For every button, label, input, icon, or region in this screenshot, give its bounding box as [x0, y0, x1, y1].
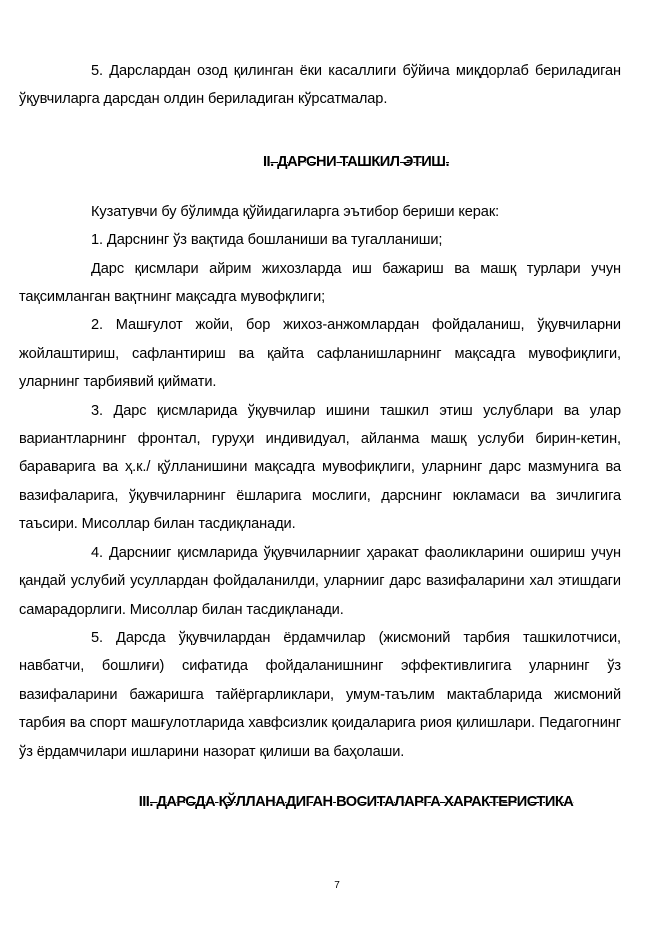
list-item-4: 4. Дарснииг қисмларида ўқувчиларнииг ҳаракат фаоликларини ошириш учун қандай услубий усуллардан фойдаланилди, уларнииг дарс вазифаларини хал этишдаги самарадорлиги. Мисоллар билан тасдиқланади. [19, 544, 621, 618]
page-body [19, 57, 621, 812]
observer-note: Кузатувчи бу бўлимда қўйидагиларга эътибор бериши керак: [91, 203, 500, 220]
list-item-2: 2. Машғулот жойи, бор жихоз-анжомлардан фойдаланиш, ўқувчиларни жойлаштириш, сафлантириш ва қайта сафланишларнинг мақсадга мувофиқлиги, уларнинг тарбиявий қиймати. [19, 317, 621, 391]
list-item-5: 5. Дарсда ўқувчилардан ёрдамчилар (жисмоний тарбия ташкилотчиси, навбатчи, бошлиғи) сифатида фойдаланишнинг эффективлигига уларнинг ўз вазифаларини бажаришга тайёргарликлари, умум-таълим мактабларида жисмоний тарбия ва спорт машғулотларида хавфсизлик қоидаларига риоя қилишлари. Педагогнинг ўз ёрдамчилари ишларини назорат қилиши ва баҳолаши. [19, 629, 621, 760]
list-item-1: 1. Дарснинг ўз вақтида бошланиши ва тугалланиши; [91, 232, 443, 249]
section-2-heading: II. ДАРСНИ ТАШКИЛ ЭТИШ. [262, 153, 450, 170]
page-number: 7 [334, 880, 340, 891]
list-item-3: 3. Дарс қисмларида ўқувчилар ишини ташкил этиш услублари ва улар вариантларнинг фронтал, гуруҳи индивидуал, айланма машқ услуби бирин-кетин, бараварига ва ҳ.к./ қўлланишини мақсадга мувофиқлиги, уларнинг дарс мазмунига ва вазифаларига, ўқувчиларнинг ёшларига мослиги, дарснинг юкламаси ва зичлигига таъсири. Мисоллар билан тасдиқланади. [19, 402, 621, 533]
paragraph-5-intro: 5. Дарслардан озод қилинган ёки касаллиги бўйича миқдорлаб бериладиган ўқувчиларга дарсдан олдин бериладиган кўрсатмалар. [19, 63, 621, 108]
list-item-1-continuation: Дарс қисмлари айрим жихозларда иш бажариш ва машқ турлари учун тақсимланган вақтнинг мақсадга мувофқлиги; [19, 260, 621, 306]
section-3-heading: III. ДАРСДА ҚЎЛЛАНАДИГАН ВОСИТАЛАРГА ХАРАКТЕРИСТИКА [138, 793, 574, 810]
